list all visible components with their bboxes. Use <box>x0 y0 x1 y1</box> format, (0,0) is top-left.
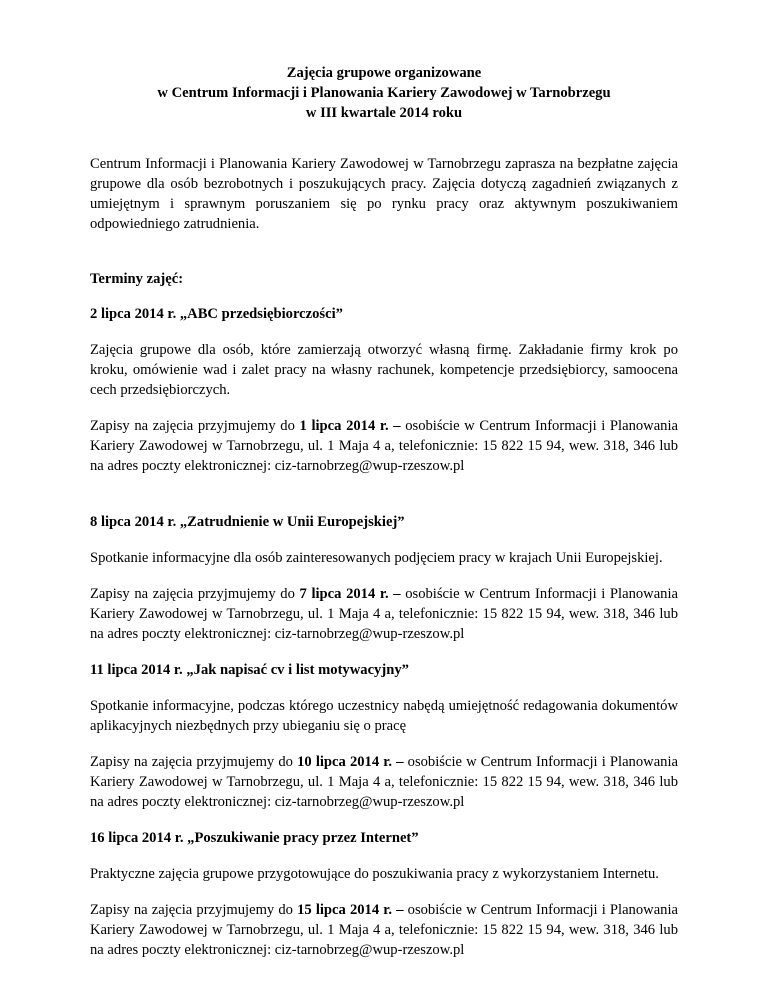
signup-details: osobiście w Centrum Informacji i Planowania Kariery Zawodowej w Tarnobrzegu, ul. 1 Maja 4 a, telefonicznie: 15 822 15 94, wew. 318, 346 lub na adres poczty elektronicznej: ciz-tarnobrzeg@wup-rzeszow.pl <box>90 754 679 810</box>
event-heading: 11 lipca 2014 r. „Jak napisać cv i list motywacyjny” <box>90 662 409 678</box>
document-page <box>90 63 678 960</box>
signup-prefix: Zapisy na zajęcia przyjmujemy do <box>90 754 298 770</box>
signup-deadline: 7 lipca 2014 r. <box>299 586 389 602</box>
signup-details: osobiście w Centrum Informacji i Planowania Kariery Zawodowej w Tarnobrzegu, ul. 1 Maja 4 a, telefonicznie: 15 822 15 94, wew. 318, 346 lub na adres poczty elektronicznej: ciz-tarnobrzeg@wup-rzeszow.pl <box>90 418 679 474</box>
signup-deadline: 1 lipca 2014 r. <box>299 418 389 434</box>
event-signup <box>90 584 678 644</box>
event-heading: 8 lipca 2014 r. „Zatrudnienie w Unii Europejskiej” <box>90 514 405 530</box>
document-title <box>90 63 678 123</box>
event-description: Praktyczne zajęcia grupowe przygotowujące do poszukiwania pracy z wykorzystaniem Internetu. <box>90 866 659 882</box>
event-description: Zajęcia grupowe dla osób, które zamierzają otworzyć własną firmę. Zakładanie firmy krok po kroku, omówienie wad i zalet pracy na własny rachunek, kompetencje przedsiębiorcy, samoocena cech przedsiębiorczych. <box>90 342 678 398</box>
title-line-1: Zajęcia grupowe organizowane <box>286 65 482 81</box>
signup-dash: – <box>388 418 406 434</box>
signup-dash: – <box>392 902 408 918</box>
intro-paragraph: Centrum Informacji i Planowania Kariery Zawodowej w Tarnobrzegu zaprasza na bezpłatne zajęcia grupowe dla osób bezrobotnych i poszukujących pracy. Zajęcia dotyczą zagadnień związanych z umiejętnym i sprawnym poruszaniem się po rynku pracy oraz aktywnym poszukiwaniem odpowiedniego zatrudnienia. <box>90 156 678 232</box>
event-description: Spotkanie informacyjne, podczas którego uczestnicy nabędą umiejętność redagowania dokumentów aplikacyjnych niezbędnych przy ubieganiu się o pracę <box>90 698 678 734</box>
signup-details: osobiście w Centrum Informacji i Planowania Kariery Zawodowej w Tarnobrzegu, ul. 1 Maja 4 a, telefonicznie: 15 822 15 94, wew. 318, 346 lub na adres poczty elektronicznej: ciz-tarnobrzeg@wup-rzeszow.pl <box>90 586 679 642</box>
event-signup <box>90 900 678 960</box>
title-line-2: w Centrum Informacji i Planowania Kariery Zawodowej w Tarnobrzegu <box>157 85 611 101</box>
signup-deadline: 10 lipca 2014 r. <box>297 754 393 770</box>
signup-prefix: Zapisy na zajęcia przyjmujemy do <box>90 586 300 602</box>
event-heading: 2 lipca 2014 r. „ABC przedsiębiorczości” <box>90 306 343 322</box>
event-heading: 16 lipca 2014 r. „Poszukiwanie pracy przez Internet” <box>90 830 419 846</box>
event-signup <box>90 416 678 476</box>
signup-dash: – <box>388 586 406 602</box>
signup-prefix: Zapisy na zajęcia przyjmujemy do <box>90 418 300 434</box>
schedule-label: Terminy zajęć: <box>90 271 184 287</box>
signup-prefix: Zapisy na zajęcia przyjmujemy do <box>90 902 298 918</box>
signup-deadline: 15 lipca 2014 r. <box>297 902 393 918</box>
signup-details: osobiście w Centrum Informacji i Planowania Kariery Zawodowej w Tarnobrzegu, ul. 1 Maja 4 a, telefonicznie: 15 822 15 94, wew. 318, 346 lub na adres poczty elektronicznej: ciz-tarnobrzeg@wup-rzeszow.pl <box>90 902 679 958</box>
event-signup <box>90 752 678 812</box>
title-line-3: w III kwartale 2014 roku <box>305 105 463 121</box>
signup-dash: – <box>392 754 408 770</box>
event-description: Spotkanie informacyjne dla osób zainteresowanych podjęciem pracy w krajach Unii Europejskiej. <box>90 550 663 566</box>
